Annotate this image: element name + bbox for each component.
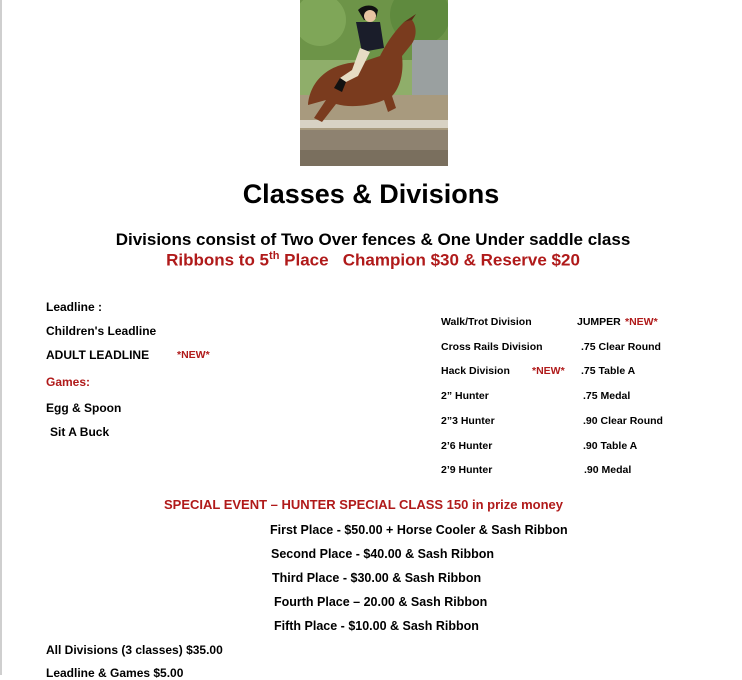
childrens-leadline: Children's Leadline <box>46 324 157 338</box>
prize-line: Fifth Place - $10.00 & Sash Ribbon <box>274 619 479 633</box>
page-edge <box>0 0 2 675</box>
jumper-class: .75 Clear Round <box>581 341 661 353</box>
prize-line: Third Place - $30.00 & Sash Ribbon <box>272 571 482 585</box>
division-new-tag: *NEW* <box>532 365 565 377</box>
ribbons-suffix: Place Champion $30 & Reserve $20 <box>279 250 580 270</box>
games-header: Games: <box>46 375 91 389</box>
division-name: Walk/Trot Division <box>441 316 532 328</box>
jumper-class: .90 Table A <box>583 440 638 452</box>
fee-line: Leadline & Games $5.00 <box>46 666 184 680</box>
division-name: 2”3 Hunter <box>441 415 495 427</box>
jumper-class: .90 Clear Round <box>583 415 663 427</box>
prize-line: Second Place - $40.00 & Sash Ribbon <box>271 547 494 561</box>
egg-spoon: Egg & Spoon <box>46 401 122 415</box>
adult-leadline: ADULT LEADLINE <box>46 348 150 362</box>
leadline-label: Leadline : <box>46 300 103 314</box>
division-name: Hack Division <box>441 365 510 377</box>
special-event-heading: SPECIAL EVENT – HUNTER SPECIAL CLASS 150 in prize money <box>164 497 564 512</box>
rider-jumping-horse-photo <box>300 0 448 166</box>
sit-a-buck: Sit A Buck <box>50 425 110 439</box>
division-name: 2’9 Hunter <box>441 464 493 476</box>
division-name: Cross Rails Division <box>441 341 543 353</box>
page-title: Classes & Divisions <box>242 179 500 209</box>
fee-line: All Divisions (3 classes) $35.00 <box>46 643 223 657</box>
jumper-class: .90 Medal <box>584 464 632 476</box>
division-name: 2’6 Hunter <box>441 440 493 452</box>
jumper-class: .75 Medal <box>583 390 631 402</box>
jumper-header: JUMPER <box>577 316 621 328</box>
ribbons-superscript: th <box>269 250 280 262</box>
jumper-new-tag: *NEW* <box>625 316 658 328</box>
divisions-subtitle: Divisions consist of Two Over fences & One Under saddle class <box>115 230 631 249</box>
prize-line: First Place - $50.00 + Horse Cooler & Sash Ribbon <box>270 523 568 537</box>
jumper-class: .75 Table A <box>581 365 636 377</box>
prize-line: Fourth Place – 20.00 & Sash Ribbon <box>274 595 488 609</box>
adult-leadline-new-tag: *NEW* <box>177 349 210 361</box>
division-name: 2” Hunter <box>441 390 489 402</box>
ribbons-prefix: Ribbons to 5 <box>166 250 270 270</box>
ribbons-line <box>0 250 742 271</box>
